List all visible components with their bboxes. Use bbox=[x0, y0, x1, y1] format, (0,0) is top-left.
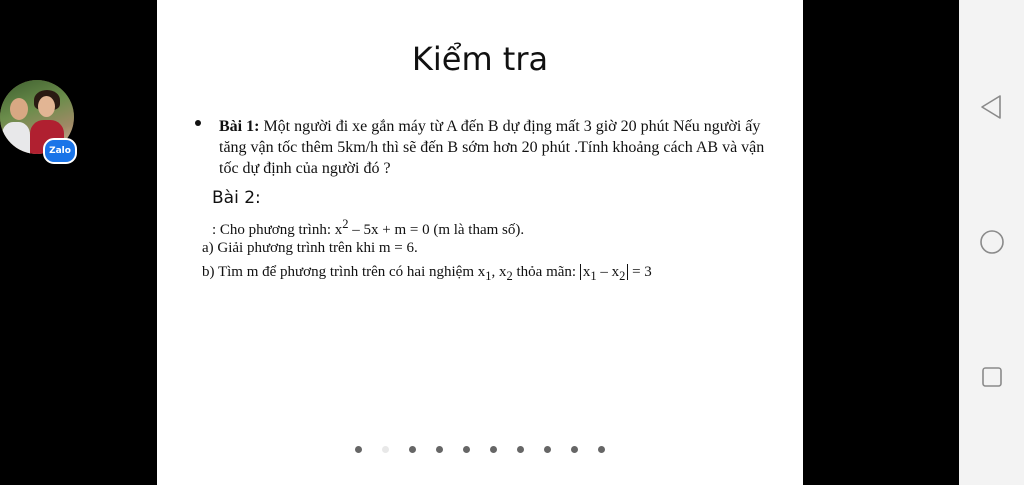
slide-title: Kiểm tra bbox=[411, 40, 549, 78]
problem-2-part-b bbox=[202, 264, 652, 284]
part-b-end: = 3 bbox=[628, 264, 652, 280]
absolute-value bbox=[580, 264, 629, 283]
abs-sub2: 2 bbox=[619, 269, 626, 283]
navigation-bar bbox=[959, 0, 1024, 485]
pager-dot[interactable] bbox=[571, 446, 578, 453]
part-b-sub2: 2 bbox=[506, 269, 513, 283]
home-button[interactable] bbox=[979, 229, 1005, 255]
abs-sub1: 1 bbox=[590, 269, 597, 283]
problem-2-part-a: a) Giải phương trình trên khi m = 6. bbox=[202, 240, 418, 256]
problem-2-intro bbox=[212, 217, 524, 239]
part-b-condition: thỏa mãn: bbox=[512, 264, 580, 280]
square-recent-icon bbox=[980, 365, 1004, 389]
bullet-icon bbox=[195, 120, 201, 126]
pager-dot[interactable] bbox=[409, 446, 416, 453]
pager-dot[interactable] bbox=[436, 446, 443, 453]
pager-dot[interactable] bbox=[517, 446, 524, 453]
recent-apps-button[interactable] bbox=[979, 364, 1005, 390]
problem-1-label: Bài 1: bbox=[219, 118, 260, 135]
problem-1 bbox=[219, 116, 779, 179]
circle-home-icon bbox=[979, 229, 1005, 255]
problem-1-text: Một người đi xe gắn máy từ A đến B dự địng mất 3 giờ 20 phút Nếu người ấy tăng vận tốc thêm 5km/h thì sẽ đến B sớm hơn 20 phút .Tính khoảng cách AB và vận tốc dự định của người đó ? bbox=[219, 118, 765, 177]
abs-x: x bbox=[582, 264, 591, 280]
pager-dot[interactable] bbox=[490, 446, 497, 453]
part-b-prefix: b) Tìm m để phương trình trên có hai nghiệm x bbox=[202, 264, 486, 280]
pager-dot[interactable] bbox=[463, 446, 470, 453]
back-button[interactable] bbox=[979, 94, 1005, 120]
slide-pager bbox=[157, 446, 803, 453]
presentation-slide[interactable] bbox=[157, 0, 803, 485]
part-b-mid: , x bbox=[491, 264, 507, 280]
intro-superscript: 2 bbox=[342, 217, 349, 231]
part-b-sub1: 1 bbox=[485, 269, 492, 283]
pager-dot[interactable] bbox=[598, 446, 605, 453]
pager-dot[interactable] bbox=[355, 446, 362, 453]
abs-minus: – x bbox=[596, 264, 620, 280]
intro-prefix: : Cho phương trình: x bbox=[212, 222, 343, 238]
pager-dot[interactable] bbox=[544, 446, 551, 453]
problem-2-heading: Bài 2: bbox=[212, 188, 261, 208]
intro-suffix: – 5x + m = 0 (m là tham số). bbox=[348, 222, 525, 238]
pager-dot[interactable] bbox=[382, 446, 389, 453]
triangle-back-icon bbox=[980, 94, 1004, 120]
zalo-badge: Zalo bbox=[43, 138, 77, 164]
